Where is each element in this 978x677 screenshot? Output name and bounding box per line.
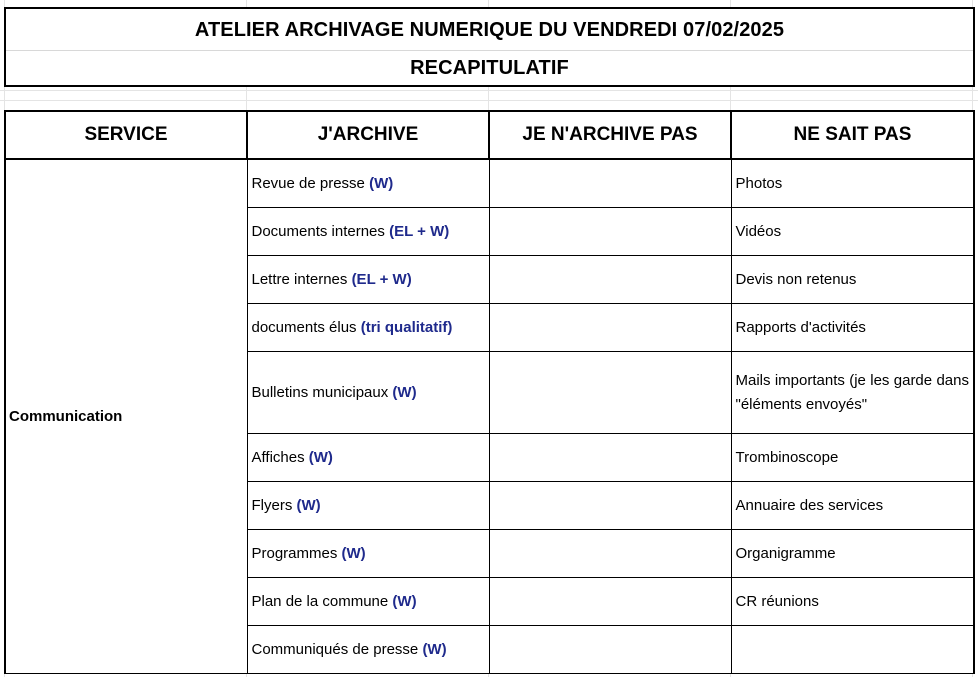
not-archive-cell[interactable] bbox=[489, 304, 731, 352]
archive-cell[interactable] bbox=[247, 626, 489, 674]
dont-know-cell[interactable]: Organigramme bbox=[731, 530, 974, 578]
archive-item: Plan de la commune bbox=[251, 592, 389, 610]
not-archive-cell[interactable] bbox=[489, 578, 731, 626]
archive-code: (W) bbox=[308, 448, 333, 466]
archive-code: (EL + W) bbox=[389, 222, 450, 240]
column-header-archive: J'ARCHIVE bbox=[247, 111, 489, 159]
not-archive-cell[interactable] bbox=[489, 256, 731, 304]
archive-code: (W) bbox=[369, 174, 394, 192]
archive-cell[interactable] bbox=[247, 482, 489, 530]
archive-item: Flyers bbox=[251, 496, 293, 514]
not-archive-cell[interactable] bbox=[489, 626, 731, 674]
archive-cell[interactable] bbox=[247, 530, 489, 578]
archive-cell[interactable] bbox=[247, 578, 489, 626]
archive-item: Affiches bbox=[251, 448, 305, 466]
table-row bbox=[5, 159, 974, 208]
service-cell[interactable]: Communication bbox=[5, 159, 247, 674]
dont-know-cell[interactable]: Photos bbox=[731, 159, 974, 208]
archive-cell[interactable] bbox=[247, 304, 489, 352]
column-header-not-archive: JE N'ARCHIVE PAS bbox=[489, 111, 731, 159]
archive-cell[interactable] bbox=[247, 256, 489, 304]
document-subtitle: RECAPITULATIF bbox=[410, 57, 569, 79]
archive-code: (tri qualitatif) bbox=[360, 318, 453, 336]
column-header-dont-know: NE SAIT PAS bbox=[731, 111, 974, 159]
dont-know-cell[interactable]: Rapports d'activités bbox=[731, 304, 974, 352]
archive-item: Documents internes bbox=[251, 222, 385, 240]
archive-code: (EL + W) bbox=[351, 270, 412, 288]
archive-code: (W) bbox=[341, 544, 366, 562]
dont-know-cell[interactable]: Mails importants (je les garde dans "éléments envoyés" bbox=[731, 352, 974, 434]
dont-know-cell[interactable]: Annuaire des services bbox=[731, 482, 974, 530]
archive-cell[interactable] bbox=[247, 434, 489, 482]
archive-item: Revue de presse bbox=[251, 174, 365, 192]
archive-item: Programmes bbox=[251, 544, 338, 562]
archive-code: (W) bbox=[422, 640, 447, 658]
dont-know-cell[interactable]: Vidéos bbox=[731, 208, 974, 256]
not-archive-cell[interactable] bbox=[489, 159, 731, 208]
archive-item: Bulletins municipaux bbox=[251, 383, 389, 401]
dont-know-cell[interactable]: Devis non retenus bbox=[731, 256, 974, 304]
not-archive-cell[interactable] bbox=[489, 482, 731, 530]
not-archive-cell[interactable] bbox=[489, 530, 731, 578]
archive-item: documents élus bbox=[251, 318, 357, 336]
column-header-service: SERVICE bbox=[5, 111, 247, 159]
recap-table bbox=[4, 110, 975, 674]
archive-cell[interactable] bbox=[247, 208, 489, 256]
archive-code: (W) bbox=[392, 383, 417, 401]
not-archive-cell[interactable] bbox=[489, 352, 731, 434]
archive-item: Lettre internes bbox=[251, 270, 348, 288]
archive-cell[interactable] bbox=[247, 352, 489, 434]
not-archive-cell[interactable] bbox=[489, 208, 731, 256]
dont-know-cell[interactable]: CR réunions bbox=[731, 578, 974, 626]
title-box bbox=[4, 7, 975, 87]
archive-cell[interactable] bbox=[247, 159, 489, 208]
not-archive-cell[interactable] bbox=[489, 434, 731, 482]
table-header-row bbox=[5, 111, 974, 159]
archive-item: Communiqués de presse bbox=[251, 640, 419, 658]
archive-code: (W) bbox=[392, 592, 417, 610]
dont-know-cell[interactable] bbox=[731, 626, 974, 674]
document-title: ATELIER ARCHIVAGE NUMERIQUE DU VENDREDI 07/02/2025 bbox=[6, 9, 973, 51]
dont-know-cell[interactable]: Trombinoscope bbox=[731, 434, 974, 482]
archive-code: (W) bbox=[296, 496, 321, 514]
